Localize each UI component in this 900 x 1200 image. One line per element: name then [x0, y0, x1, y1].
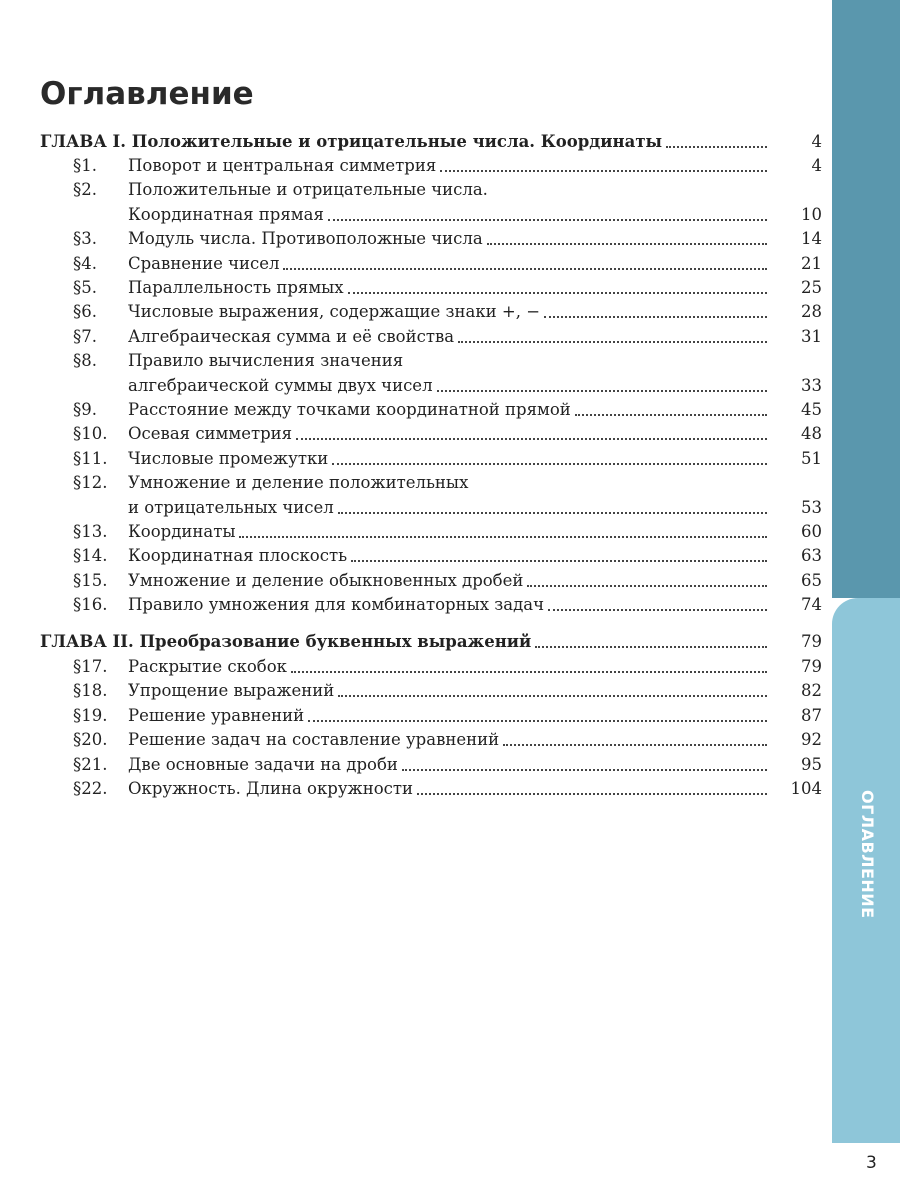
- dot-leader: [440, 170, 767, 172]
- section-number: §4.: [73, 253, 97, 273]
- section-number: §17.: [73, 657, 108, 676]
- section-title: Сравнение чисел: [128, 253, 280, 273]
- section-title: Числовые промежутки: [128, 448, 329, 468]
- dot-leader: [239, 536, 767, 538]
- section-number: §2.: [73, 180, 97, 200]
- page-ref: 92: [801, 730, 822, 750]
- section-row: [0, 374, 822, 398]
- chapter-row: [0, 630, 822, 654]
- chapter-title: ГЛАВА II. Преобразование буквенных выражений: [40, 632, 532, 651]
- section-title-first-line: Умножение и деление положительных: [128, 473, 469, 493]
- page-ref: 79: [801, 632, 822, 651]
- section-title: Упрощение выражений: [128, 681, 335, 701]
- dot-leader: [351, 560, 767, 562]
- page-ref: 14: [801, 229, 822, 249]
- section-title: Числовые выражения, содержащие знаки +, −: [128, 302, 541, 322]
- section-title: алгебраической суммы двух чисел: [128, 375, 433, 395]
- section-row: [0, 276, 822, 300]
- section-title: Алгебраическая сумма и её свойства: [128, 326, 455, 346]
- section-title: Модуль числа. Противоположные числа: [128, 229, 483, 249]
- section-number: §13.: [73, 522, 108, 541]
- section-number: §8.: [73, 351, 97, 371]
- section-number: §5.: [73, 278, 97, 297]
- page-title: Оглавление: [40, 76, 254, 112]
- section-title-first-line: Положительные и отрицательные числа.: [128, 180, 488, 200]
- page-ref: 45: [801, 400, 822, 419]
- side-tab-label: ОГЛАВЛЕНИЕ: [858, 790, 877, 919]
- section-row: [0, 398, 822, 422]
- dot-leader: [328, 219, 767, 221]
- section-title: Правило умножения для комбинаторных задач: [128, 595, 544, 615]
- section-number: §1.: [73, 156, 97, 175]
- section-title: Координатная прямая: [128, 204, 324, 224]
- page-ref: 48: [801, 424, 822, 444]
- section-title: Решение задач на составление уравнений: [128, 730, 500, 750]
- page-ref: 95: [801, 754, 822, 774]
- dot-leader: [535, 646, 767, 648]
- page-ref: 4: [811, 156, 822, 175]
- section-row: [0, 777, 822, 801]
- section-row: [0, 252, 822, 276]
- page-ref: 87: [801, 705, 822, 725]
- page-ref: 74: [801, 595, 822, 615]
- section-row: [0, 203, 822, 227]
- dot-leader: [575, 414, 767, 416]
- section-number: §10.: [73, 424, 108, 444]
- section-number: §6.: [73, 302, 97, 322]
- page-ref: 33: [801, 375, 822, 395]
- page-ref: 60: [801, 522, 822, 541]
- dot-leader: [402, 769, 767, 771]
- page-number: 3: [866, 1153, 877, 1173]
- section-number: §20.: [73, 730, 108, 750]
- section-number: §12.: [73, 473, 108, 493]
- section-row: [0, 300, 822, 324]
- section-number: §15.: [73, 570, 108, 590]
- dot-leader: [666, 146, 767, 148]
- dot-leader: [503, 744, 767, 746]
- chapter-title: ГЛАВА I. Положительные и отрицательные числа. Координаты: [40, 132, 663, 151]
- dot-leader: [437, 390, 767, 392]
- page-ref: 82: [801, 681, 822, 701]
- section-number: §16.: [73, 595, 108, 615]
- section-title: Раскрытие скобок: [128, 657, 287, 676]
- section-row: [0, 753, 822, 777]
- section-number: §22.: [73, 779, 108, 798]
- dot-leader: [296, 438, 767, 440]
- page-ref: 4: [811, 132, 822, 151]
- section-row-first-line: [0, 178, 822, 202]
- section-title: Поворот и центральная симметрия: [128, 156, 437, 175]
- section-row: [0, 227, 822, 251]
- section-title-first-line: Правило вычисления значения: [128, 351, 404, 371]
- page-ref: 79: [801, 657, 822, 676]
- section-title: Решение уравнений: [128, 705, 305, 725]
- dot-leader: [548, 609, 767, 611]
- page-ref: 104: [790, 779, 822, 798]
- section-row: [0, 704, 822, 728]
- section-row: [0, 679, 822, 703]
- page-ref: 31: [801, 326, 822, 346]
- section-row: [0, 422, 822, 446]
- section-row: [0, 544, 822, 568]
- section-title: Координаты: [128, 522, 236, 541]
- dot-leader: [338, 695, 767, 697]
- dot-leader: [417, 793, 767, 795]
- section-number: §11.: [73, 448, 108, 468]
- section-row: [0, 325, 822, 349]
- page-ref: 25: [801, 278, 822, 297]
- section-row: [0, 728, 822, 752]
- page-ref: 63: [801, 546, 822, 566]
- section-title: Осевая симметрия: [128, 424, 293, 444]
- page-ref: 21: [801, 253, 822, 273]
- section-title: Параллельность прямых: [128, 278, 344, 297]
- section-title: Координатная плоскость: [128, 546, 348, 566]
- section-row: [0, 154, 822, 178]
- section-row: [0, 593, 822, 617]
- side-tab-top: [832, 0, 900, 598]
- dot-leader: [283, 268, 767, 270]
- page-ref: 28: [801, 302, 822, 322]
- section-row: [0, 655, 822, 679]
- chapter-row: [0, 130, 822, 154]
- section-number: §7.: [73, 326, 97, 346]
- section-number: §3.: [73, 229, 97, 249]
- page-ref: 10: [801, 204, 822, 224]
- section-row: [0, 569, 822, 593]
- section-title: Расстояние между точками координатной прямой: [128, 400, 571, 419]
- section-number: §19.: [73, 705, 108, 725]
- page-ref: 65: [801, 570, 822, 590]
- section-number: §18.: [73, 681, 108, 701]
- section-row: [0, 496, 822, 520]
- section-title: и отрицательных чисел: [128, 497, 334, 517]
- section-title: Окружность. Длина окружности: [128, 779, 414, 798]
- section-row-first-line: [0, 349, 822, 373]
- section-title: Две основные задачи на дроби: [128, 754, 398, 774]
- dot-leader: [544, 316, 767, 318]
- section-title: Умножение и деление обыкновенных дробей: [128, 570, 524, 590]
- section-row: [0, 520, 822, 544]
- section-number: §9.: [73, 400, 97, 419]
- section-row: [0, 447, 822, 471]
- dot-leader: [458, 341, 767, 343]
- section-number: §21.: [73, 754, 108, 774]
- dot-leader: [348, 292, 767, 294]
- dot-leader: [332, 463, 767, 465]
- dot-leader: [487, 243, 767, 245]
- dot-leader: [291, 671, 767, 673]
- dot-leader: [308, 720, 767, 722]
- dot-leader: [527, 585, 767, 587]
- page-ref: 51: [801, 448, 822, 468]
- section-row-first-line: [0, 471, 822, 495]
- page-ref: 53: [801, 497, 822, 517]
- dot-leader: [338, 512, 767, 514]
- section-number: §14.: [73, 546, 108, 566]
